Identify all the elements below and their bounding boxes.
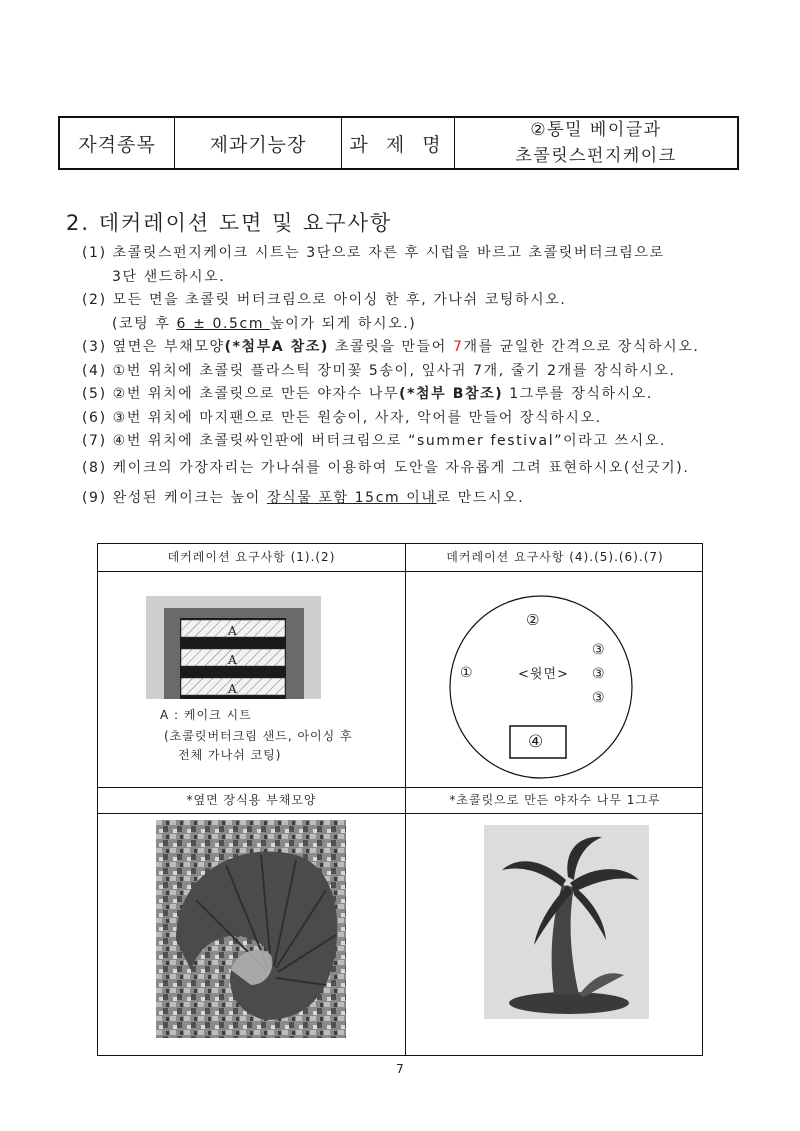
requirement-6: (6) ③번 위치에 마지팬으로 만든 원숭이, 사자, 악어를 만들어 장식하시오. [82,409,602,426]
table-header-right: 데커레이션 요구사항 (4).(5).(6).(7) [446,550,664,564]
req2b-underlined: 6 ± 0.5cm [176,315,271,332]
layer-label-3: A [228,682,238,696]
requirement-3 [82,336,772,360]
position-2-marker: ② [526,611,541,629]
fan-chocolate-photo [156,820,346,1038]
req5-post: 1그루를 장식하시오. [503,386,653,402]
req2b-pre: (코팅 후 [112,315,177,332]
position-4-marker: ④ [528,732,545,752]
layer-label-1: A [228,624,238,638]
cake-top-view-diagram [448,594,634,780]
req3-pre: (3) 옆면은 부채모양 [82,339,225,355]
layer-label-2: A [228,653,238,667]
table-divider-3 [98,813,702,814]
header-cell-subject-label: 자격종목 [60,118,175,168]
req9-post: 로 만드시오. [436,489,525,506]
position-1-marker: ① [460,665,474,681]
caption-fan-shape: *옆면 장식용 부채모양 [186,793,317,807]
header-cell-subject-value: 제과기능장 [175,118,342,168]
legend-line-3: 전체 가나쉬 코팅) [178,748,282,762]
req3-mid: 초콜릿을 만들어 [328,339,453,355]
req9-pre: (9) 완성된 케이크는 높이 [82,489,267,506]
req9-underlined: 장식물 포함 15cm 이내 [266,489,437,506]
position-3-marker-a: ③ [592,642,606,658]
requirement-1b: 3단 샌드하시오. [112,268,226,285]
req2b-post: 높이가 되게 하시오.) [270,315,417,332]
requirement-5 [82,383,772,407]
legend-line-2: (초콜릿버터크림 샌드, 아이싱 후 [164,729,353,743]
header-table [58,116,739,170]
req5-bold: (*첨부 B참조) [399,386,504,402]
position-3-marker-c: ③ [592,690,606,706]
top-view-label: <윗면> [518,667,569,682]
requirement-2b [82,313,772,337]
palm-base [509,992,629,1014]
req5-pre: (5) ②번 위치에 초콜릿으로 만든 야자수 나무 [82,386,400,402]
palm-tree-photo [484,825,649,1019]
requirement-9 [82,483,772,513]
req3-red: 7 [452,339,464,355]
decoration-table [97,543,703,1056]
requirement-1a: (1) 초콜릿스펀지케이크 시트는 3단으로 자른 후 시럽을 바르고 초콜릿버터크림으로 [82,245,665,261]
task-line-1: ②통밀 베이글과 [530,120,662,140]
header-cell-task-label: 과 제 명 [342,118,455,168]
table-divider-1 [98,571,702,572]
page-number: 7 [396,1062,404,1076]
requirement-2a: (2) 모든 면을 초콜릿 버터크림으로 아이싱 한 후, 가나쉬 코팅하시오. [82,292,567,308]
table-header-left: 데커레이션 요구사항 (1).(2) [167,550,336,564]
section-title: 2. 데커레이션 도면 및 요구사항 [66,211,393,235]
task-line-2: 초콜릿스펀지케이크 [515,146,677,166]
req3-post: 개를 균일한 간격으로 장식하시오. [463,339,700,355]
legend-line-1: A : 케이크 시트 [160,708,252,722]
position-3-marker-b: ③ [592,666,606,682]
requirements-list [82,242,772,513]
caption-palm-tree: *초콜릿으로 만든 야자수 나무 1그루 [449,793,661,807]
header-cell-task-value [455,118,737,168]
req3-bold: (*첨부A 참조) [224,339,329,355]
requirement-4: (4) ①번 위치에 초콜릿 플라스틱 장미꽃 5송이, 잎사귀 7개, 줄기 2개를 장식하시오. [82,362,676,379]
requirement-8: (8) 케이크의 가장자리는 가나쉬를 이용하여 도안을 자유롭게 그려 표현하시오(선긋기). [82,459,690,476]
requirement-7: (7) ④번 위치에 초콜릿싸인판에 버터크림으로 “summer festival”이라고 쓰시오. [82,433,666,449]
